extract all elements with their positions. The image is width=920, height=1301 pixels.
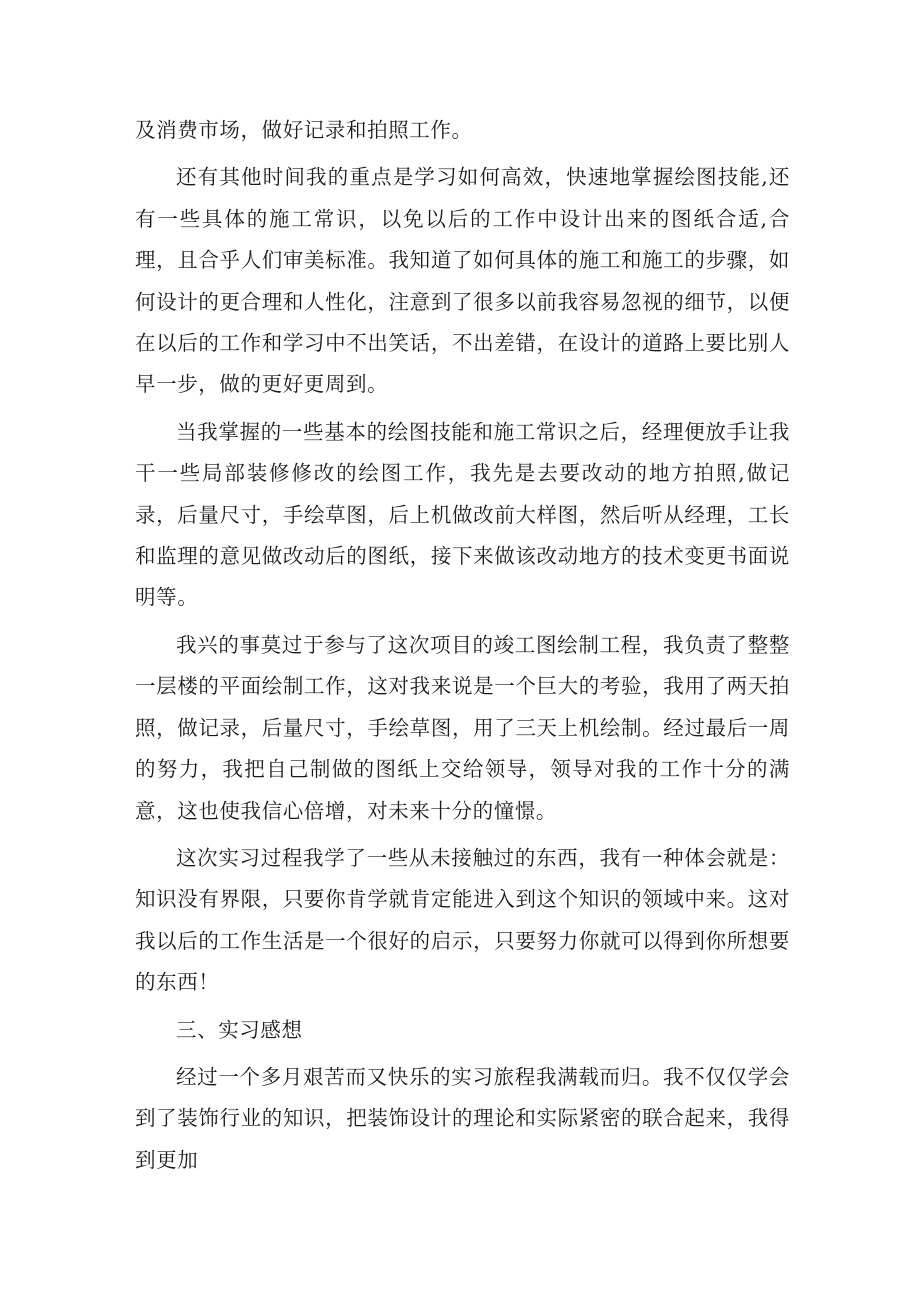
paragraph-reflections: 经过一个多月艰苦而又快乐的实习旅程我满载而归。我不仅仅学会到了装饰行业的知识，把装饰设计的理论和实际紧密的联合起来，我得到更加	[135, 1064, 790, 1172]
paragraph-continuation: 及消费市场，做好记录和拍照工作。	[135, 118, 473, 142]
section-heading-internship-reflections: 三、实习感想	[176, 1017, 303, 1042]
paragraph-learning-skills: 还有其他时间我的重点是学习如何高效，快速地掌握绘图技能,还有一些具体的施工常识，以免以后的工作中设计出来的图纸合适,合理，且合乎人们审美标准。我知道了如何具体的施工和施工的步骤，如何设计的更合理和人性化，注意到了很多以前我容易忽视的细节，以便在以后的工作和学习中不出笑话，不出差错，在设计的道路上要比别人早一步，做的更好更周到。	[135, 165, 790, 397]
document-body	[135, 110, 790, 1187]
paragraph-partial-renovation: 当我掌握的一些基本的绘图技能和施工常识之后，经理便放手让我干一些局部装修修改的绘图工作，我先是去要改动的地方拍照,做记录，后量尺寸，手绘草图，后上机做改前大样图，然后听从经理，工长和监理的意见做改动后的图纸，接下来做该改动地方的技术变更书面说明等。	[135, 419, 790, 610]
paragraph-completion-drawings: 我兴的事莫过于参与了这次项目的竣工图绘制工程，我负责了整整一层楼的平面绘制工作，这对我来说是一个巨大的考验，我用了两天拍照，做记录，后量尺寸，手绘草图，用了三天上机绘制。经过最后一周的努力，我把自己制做的图纸上交给领导，领导对我的工作十分的满意，这也使我信心倍增，对未来十分的憧憬。	[135, 632, 790, 823]
paragraph-knowledge-no-limits: 这次实习过程我学了一些从未接触过的东西，我有一种体会就是：知识没有界限，只要你肯学就肯定能进入到这个知识的领域中来。这对我以后的工作生活是一个很好的启示，只要努力你就可以得到你所想要的东西！	[135, 845, 790, 995]
